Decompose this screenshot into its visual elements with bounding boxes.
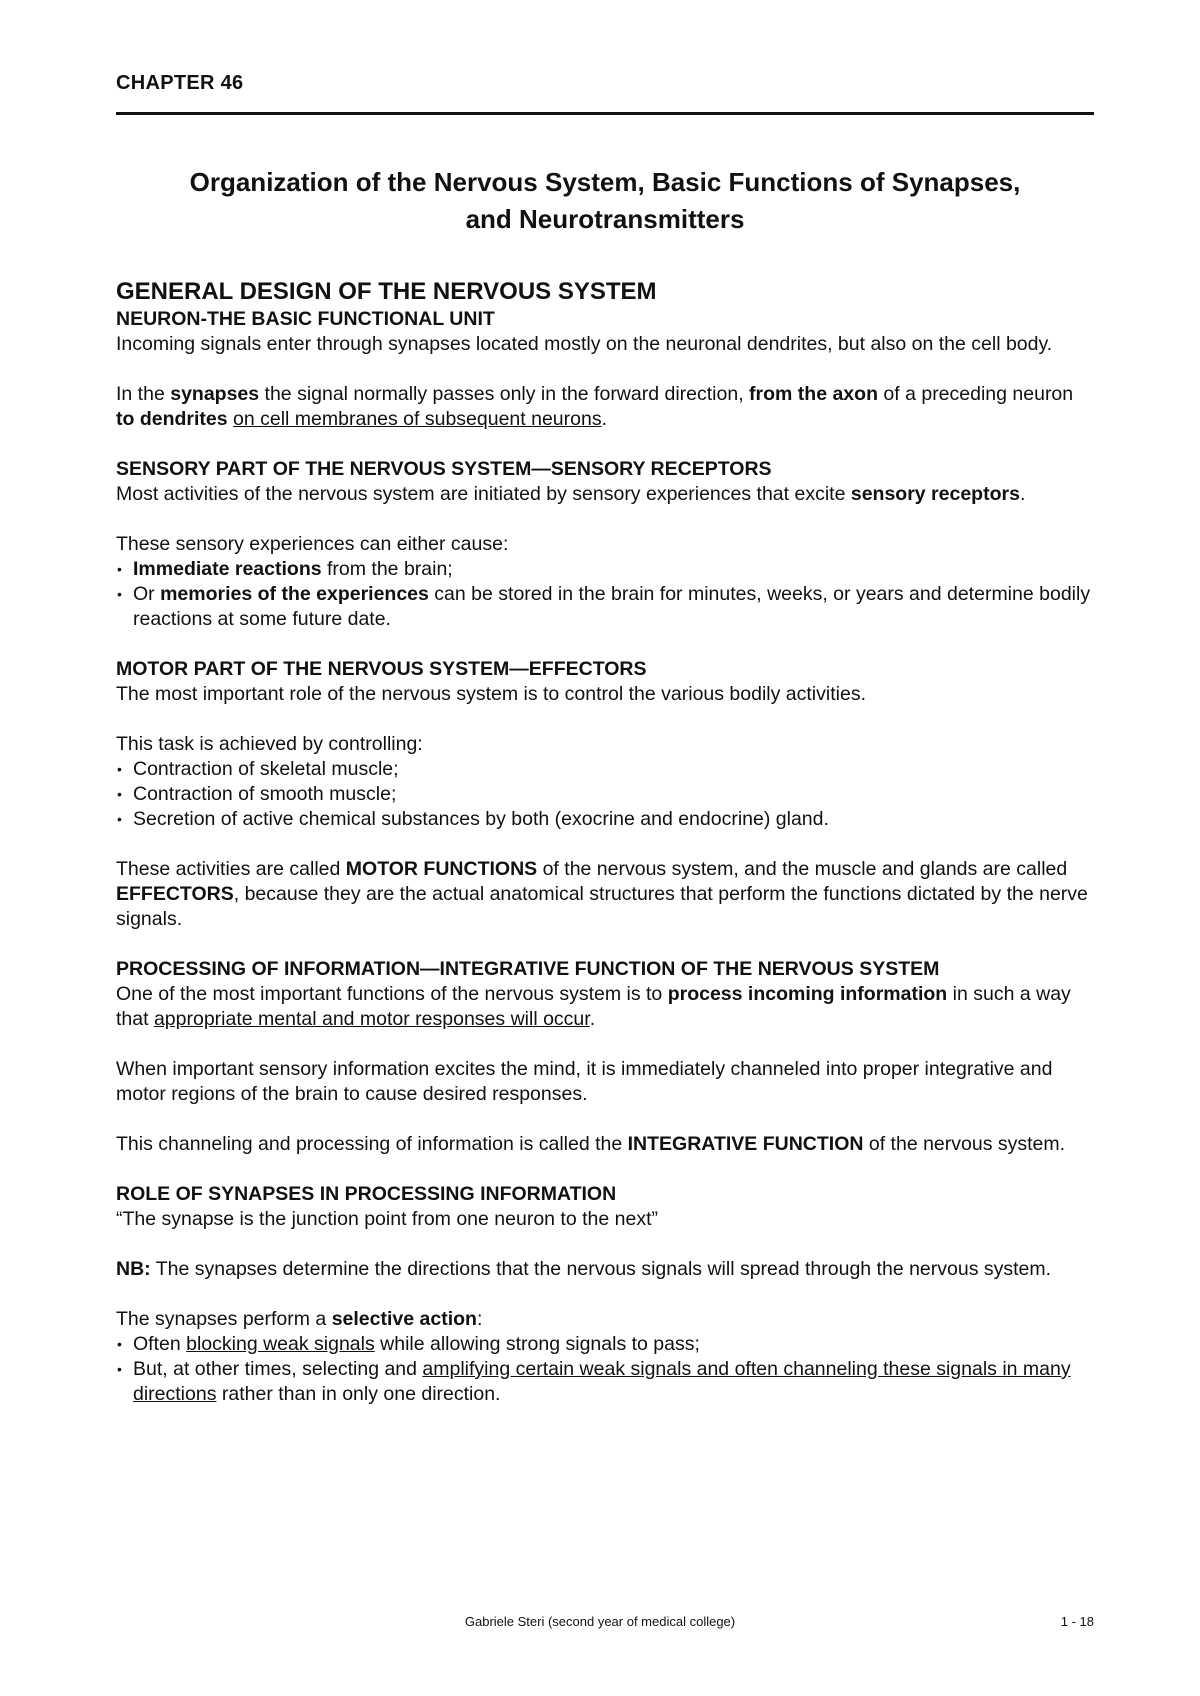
chapter-label: CHAPTER 46 [116, 72, 244, 94]
section-heading-sensory: SENSORY PART OF THE NERVOUS SYSTEM—SENSORY RECEPTORS [116, 458, 772, 480]
synapse-bullet-list [116, 1332, 1096, 1407]
list-item: • Often blocking weak signals while allowing strong signals to pass; [116, 1332, 1096, 1357]
title-line-2: and Neurotransmitters [465, 204, 745, 234]
paragraph-nb: NB: The synapses determine the directions that the nervous signals will spread through the nervous system. [116, 1258, 1052, 1280]
list-item: • Contraction of skeletal muscle; [116, 757, 1096, 782]
paragraph-integrative-function: This channeling and processing of information is called the INTEGRATIVE FUNCTION of the nervous system. [116, 1133, 1066, 1155]
page-number: 1 - 18 [1060, 1614, 1094, 1629]
list-item: • Immediate reactions from the brain; [116, 557, 1096, 582]
paragraph-sensory-experiences: These sensory experiences can either cause: [116, 533, 509, 555]
subheading-neuron: NEURON-THE BASIC FUNCTIONAL UNIT [116, 308, 495, 330]
section-heading-processing: PROCESSING OF INFORMATION—INTEGRATIVE FUNCTION OF THE NERVOUS SYSTEM [116, 958, 940, 980]
list-item: • But, at other times, selecting and amplifying certain weak signals and often channeling these signals in many directions rather than in only one direction. [116, 1357, 1096, 1407]
motor-bullet-list [116, 757, 1096, 832]
section-heading-motor: MOTOR PART OF THE NERVOUS SYSTEM—EFFECTORS [116, 658, 647, 680]
paragraph-motor-functions: These activities are called MOTOR FUNCTIONS of the nervous system, and the muscle and glands are called EFFECTORS, because they are the actual anatomical structures that perform the functions dictated by the nerve signals. [116, 858, 1088, 930]
paragraph-selective-action: The synapses perform a selective action: [116, 1308, 483, 1330]
paragraph-motor-role: The most important role of the nervous system is to control the various bodily activities. [116, 683, 866, 705]
list-item: • Secretion of active chemical substances by both (exocrine and endocrine) gland. [116, 807, 1096, 832]
paragraph-task-achieved: This task is achieved by controlling: [116, 733, 423, 755]
paragraph-process-information: One of the most important functions of the nervous system is to process incoming information in such a way that appropriate mental and motor responses will occur. [116, 983, 1071, 1030]
paragraph-synapses-direction: In the synapses the signal normally passes only in the forward direction, from the axon of a preceding neuron to dendrites on cell membranes of subsequent neurons. [116, 383, 1074, 430]
section-heading-role-of-synapses: ROLE OF SYNAPSES IN PROCESSING INFORMATION [116, 1183, 617, 1205]
synapse-definition-quote: “The synapse is the junction point from one neuron to the next” [116, 1208, 658, 1230]
list-item: • Or memories of the experiences can be stored in the brain for minutes, weeks, or years and determine bodily reactions at some future date. [116, 582, 1096, 632]
section-heading-general-design: GENERAL DESIGN OF THE NERVOUS SYSTEM [116, 278, 657, 305]
footer-author: Gabriele Steri (second year of medical college) [464, 1614, 736, 1629]
list-item: • Contraction of smooth muscle; [116, 782, 1096, 807]
page-content [116, 276, 1096, 1407]
page-title [116, 164, 1094, 238]
paragraph-sensory-receptors: Most activities of the nervous system are initiated by sensory experiences that excite sensory receptors. [116, 483, 1026, 505]
paragraph-incoming-signals: Incoming signals enter through synapses located mostly on the neuronal dendrites, but also on the cell body. [116, 333, 1053, 355]
header-rule [116, 112, 1094, 115]
paragraph-sensory-channeled: When important sensory information excites the mind, it is immediately channeled into proper integrative and motor regions of the brain to cause desired responses. [116, 1058, 1053, 1105]
title-line-1: Organization of the Nervous System, Basic Functions of Synapses, [189, 167, 1021, 197]
sensory-bullet-list [116, 557, 1096, 632]
